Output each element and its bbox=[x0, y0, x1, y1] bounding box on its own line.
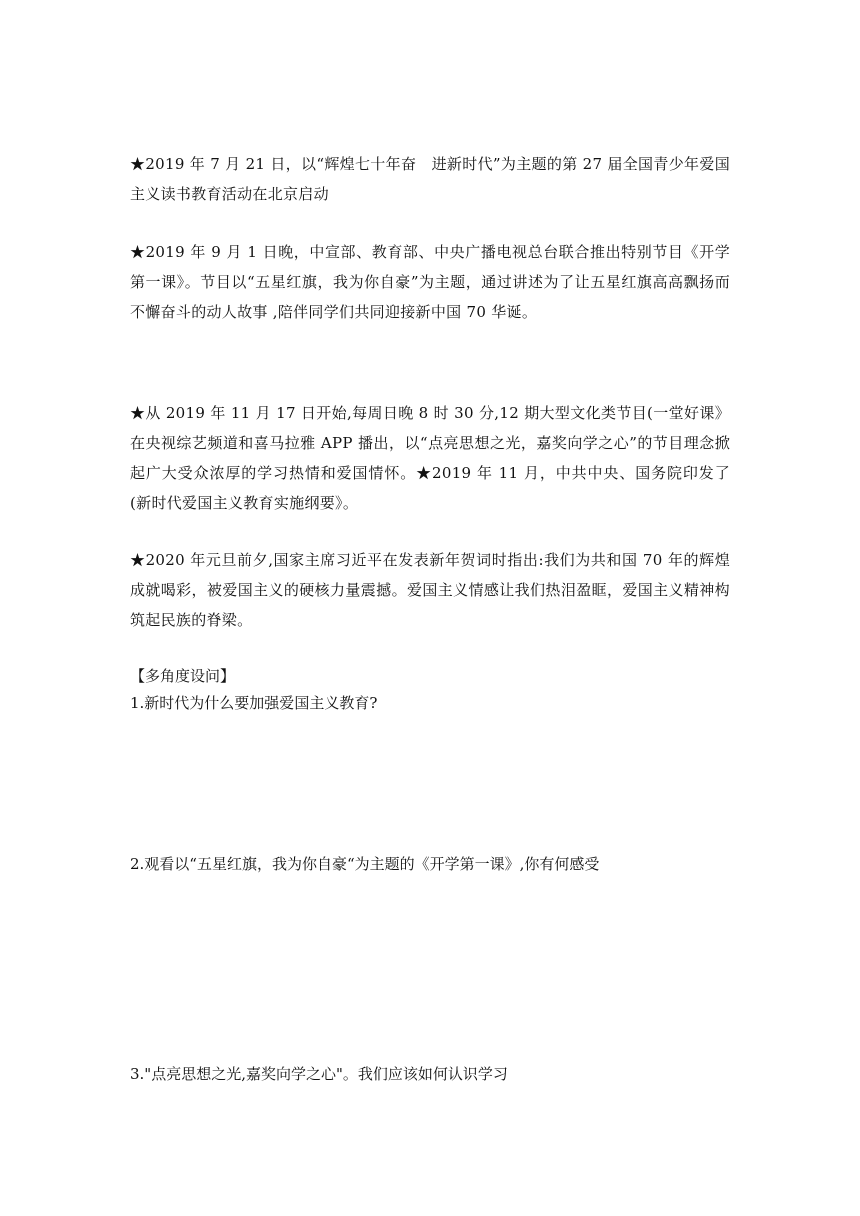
paragraph-event-1: ★2019 年 7 月 21 日，以“辉煌七十年奋 进新时代”为主题的第 27 届全国青少年爱国主义读书教育活动在北京启动 bbox=[130, 155, 730, 203]
paragraph-event-3: ★从 2019 年 11 月 17 日开始,每周日晚 8 时 30 分,12 期大型文化类节目(一堂好课》在央视综艺频道和喜马拉雅 APP 播出，以“点亮思想之光，嘉奖向学之心”的节目理念掀起广大受众浓厚的学习热情和爱国情怀。★2019 年 11 月，中共中央、国务院印发了(新时代爱国主义教育实施纲要》。 bbox=[130, 404, 730, 512]
question-1: 1.新时代为什么要加强爱国主义教育? bbox=[130, 694, 378, 712]
section-heading: 【多角度设问】 bbox=[130, 667, 236, 685]
question-2: 2.观看以“五星红旗，我为你自豪“为主题的《开学第一课》,你有何感受 bbox=[130, 855, 600, 873]
paragraph-event-4: ★2020 年元旦前夕,国家主席习近平在发表新年贺词时指出:我们为共和国 70 年的辉煌成就喝彩，被爱国主义的硬核力量震撼。爱国主义情感让我们热泪盈眶，爱国主义精神构筑起民族的脊梁。 bbox=[130, 551, 730, 629]
paragraph-event-2: ★2019 年 9 月 1 日晚，中宣部、教育部、中央广播电视总台联合推出特别节目《开学第一课》。节目以“五星红旗，我为你自豪”为主题，通过讲述为了让五星红旗高高飘扬而不懈奋斗的动人故事 ,陪伴同学们共同迎接新中国 70 华诞。 bbox=[130, 243, 730, 321]
question-3: 3."点亮思想之光,嘉奖向学之心"。我们应该如何认识学习 bbox=[130, 1065, 508, 1083]
